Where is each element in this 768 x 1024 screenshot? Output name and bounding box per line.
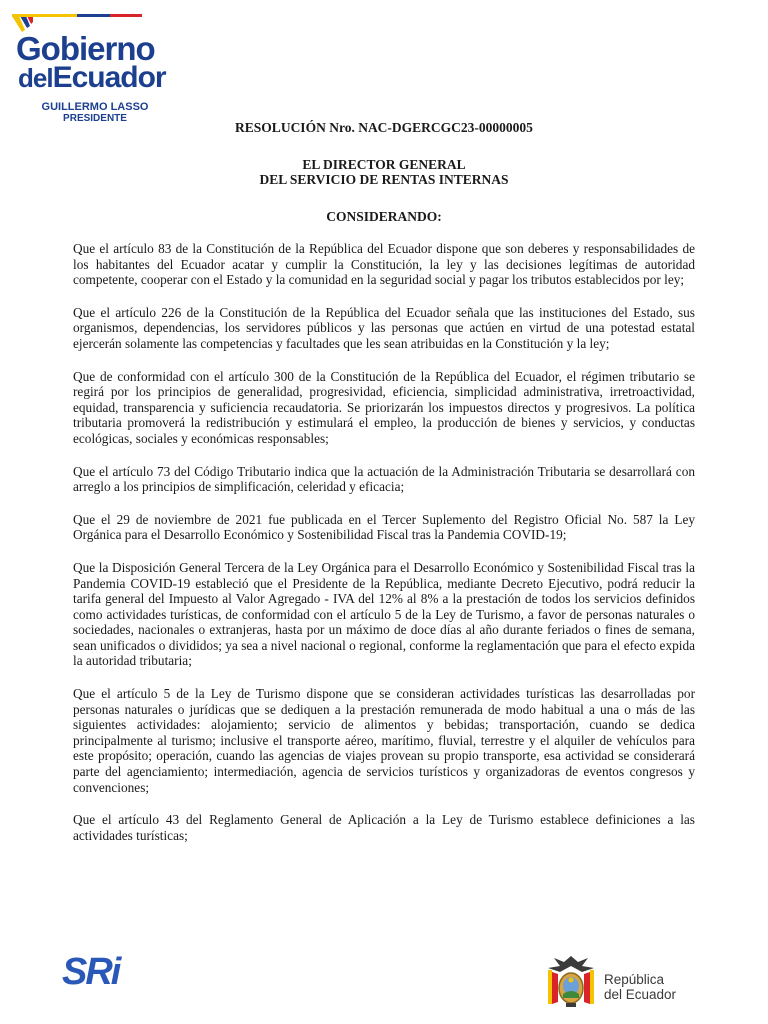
sri-logo-text: SRi [62, 951, 120, 993]
logo-president-role: PRESIDENTE [63, 113, 127, 124]
resolution-number: RESOLUCIÓN Nro. NAC-DGERCGC23-00000005 [235, 120, 533, 135]
gobierno-ecuador-logo [12, 14, 166, 124]
paragraph: Que el artículo 83 de la Constitución de la República del Ecuador dispone que son deberes y responsabilidades de los habitantes del Ecuador acatar y cumplir la Constitución, la ley y las decisiones legítimas de autoridad competente, cooperar con el Estado y la comunidad en la seguridad social y pagar los tributos establecidos por ley; [73, 241, 695, 288]
director-title-line2: DEL SERVICIO DE RENTAS INTERNAS [259, 172, 509, 187]
logo-gobierno: Gobierno [16, 30, 155, 67]
resolution-document [73, 120, 695, 860]
paragraph: Que el artículo 226 de la Constitución de la República del Ecuador señala que las instituciones del Estado, sus organismos, dependencias, los servidores públicos y las personas que actúen en virtud de una potestad estatal ejercerán solamente las competencias y facultades que les sean atribuidas en la Constitución y la ley; [73, 304, 695, 351]
director-title-line1: EL DIRECTOR GENERAL [302, 157, 466, 172]
sri-logo [62, 950, 142, 994]
considerando-heading: CONSIDERANDO: [326, 209, 442, 224]
paragraph: Que de conformidad con el artículo 300 de la Constitución de la República del Ecuador, el régimen tributario se regirá por los principios de generalidad, progresividad, eficiencia, simplicidad administrativa, irretroactividad, equidad, transparencia y suficiencia recaudatoria. Se priorizarán los impuestos directos y progresivos. La política tributaria promoverá la redistribución y estimulará el empleo, la producción de bienes y servicios, y conductas ecológicas, sociales y económicas responsables; [73, 368, 695, 446]
paragraph: Que el artículo 73 del Código Tributario indica que la actuación de la Administración Tributaria se desarrollará con arreglo a los principios de simplificación, celeridad y eficacia; [73, 463, 695, 495]
republica-del-ecuador-label: República del Ecuador [604, 972, 677, 1002]
paragraph: Que el 29 de noviembre de 2021 fue publicada en el Tercer Suplemento del Registro Oficial No. 587 la Ley Orgánica para el Desarrollo Económico y Sostenibilidad Fiscal tras la Pandemia COVID-19; [73, 511, 695, 543]
paragraph: Que el artículo 43 del Reglamento General de Aplicación a la Ley de Turismo establece definiciones a las actividades turísticas; [73, 812, 695, 843]
paragraph: Que la Disposición General Tercera de la Ley Orgánica para el Desarrollo Económico y Sostenibilidad Fiscal tras la Pandemia COVID-19 estableció que el Presidente de la República, mediante Decreto Ejecutivo, podrá reducir la tarifa general del Impuesto al Valor Agregado - IVA del 12% al 8% a la prestación de todos los servicios definidos como actividades turísticas, de conformidad con el artículo 5 de la Ley de Turismo, a favor de personas naturales o sociedades, nacionales o extranjeras, hasta por un máximo de doce días al año durante feriados o fines de semana, sean unificados o divididos; ya sea a nivel nacional o regional, conforme la reglamentación que para el efecto expida la autoridad tributaria; [73, 559, 695, 669]
paragraph: Que el artículo 5 de la Ley de Turismo dispone que se consideran actividades turísticas las desarrolladas por personas naturales o jurídicas que se dediquen a la prestación remunerada de modo habitual a una o más de las siguientes actividades: alojamiento; servicio de alimentos y bebidas; transportación, cuando se dedica principalmente al turismo; inclusive el transporte aéreo, marítimo, fluvial, terrestre y el alquiler de vehículos para este propósito; operación, cuando las agencias de viajes provean su propio transporte, esa actividad se considerará parte del agenciamiento; intermediación, agencia de servicios turísticos y organizadoras de eventos congresos y convenciones; [73, 686, 695, 795]
logo-president-name: GUILLERMO LASSO [41, 101, 149, 113]
ecuador-coat-of-arms-icon [540, 950, 602, 1012]
logo-del-ecuador: delEcuador [18, 61, 166, 94]
tricolor-bar [12, 14, 142, 17]
